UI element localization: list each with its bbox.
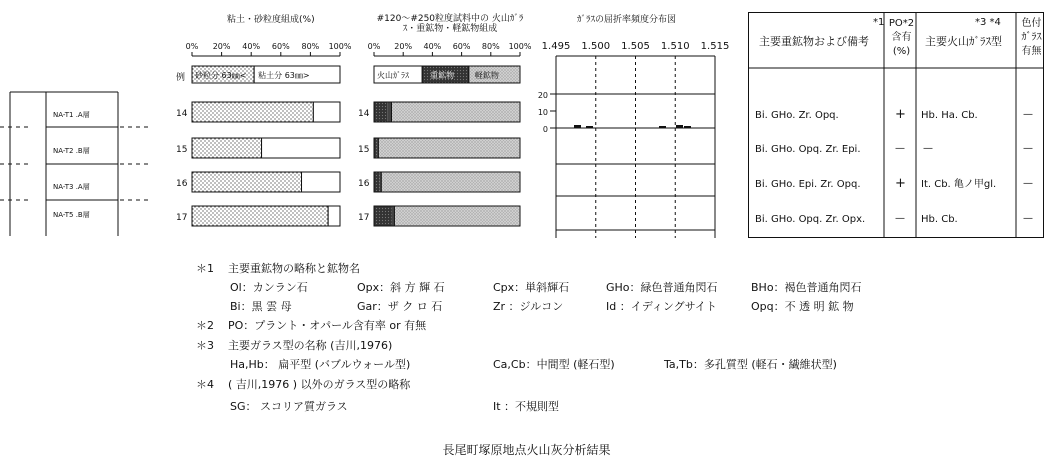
chart1-bar-sand [192,172,302,192]
chart3-hist-bar [676,125,683,128]
chart3-tick-label: 1.505 [621,41,650,52]
chart3-tick-label: 1.500 [581,41,611,52]
chart1-row-label: 15 [176,145,188,155]
table-row-3-minerals: Bi. GHo. Epi. Zr. Opq. [755,179,861,190]
table-header-color: 色付 ｶﾞﾗｽ 有無 [1021,18,1042,57]
note3-text: 主要ガラス型の名称 (吉川,1976) [228,339,393,352]
chart3-tick-label: 1.515 [700,41,730,52]
note1-mark: ＊1 [196,262,214,275]
table-note-34: *3 *4 [975,17,1001,28]
note4-r1-1: It ：不規則型 [493,400,560,413]
table-row-4-minerals: Bi. GHo. Opq. Zr. Opx. [755,214,866,225]
note1-r1-0: Ol：カンラン石 [230,281,308,294]
table-header-glass: 主要火山ｶﾞﾗｽ型 [925,35,1002,48]
table-row-2-glass: — [923,143,933,154]
table-note-1: *1 [873,17,885,28]
table-row-3-po: + [895,176,906,191]
chart3-ytick-label: 20 [537,91,548,100]
note4-r1-0: SG： スコリア質ガラス [230,400,348,413]
chart2-tick-label: 20% [394,42,413,51]
chart1-tick-label: 0% [185,42,199,51]
note1-r2-3: Id ：イディングサイト [606,300,717,313]
table-row-4-po: — [895,213,905,224]
chart1-bar-clay [328,206,340,226]
note3-mark: ＊3 [196,339,214,352]
chart1-legend-clay-label: 粘土分 63㎜> [258,71,310,80]
note3-r1-1: Ca,Cb：中間型 (軽石型) [493,358,615,371]
note1-r2-0: Bi：黒 雲 母 [230,300,292,313]
table-row-1-minerals: Bi. GHo. Zr. Opq. [755,110,839,121]
figure-caption: 長尾町塚原地点火山灰分析結果 [442,443,611,457]
chart1-title: 粘土・砂粒度組成(%) [227,15,315,25]
chart1-row-label: 16 [176,179,188,189]
chart2-row-label: 17 [358,213,370,223]
chart2-tick-label: 80% [481,42,500,51]
table-row-2-minerals: Bi. GHo. Opq. Zr. Epi. [755,144,861,155]
chart1-tick-label: 100% [328,42,352,51]
note2-text: PO：プラント・オパール含有率 or 有無 [228,319,427,332]
table-row-1-po: + [895,107,906,122]
note1-r1-1: Opx：斜 方 輝 石 [357,281,445,294]
chart1-row-label: 14 [176,109,188,119]
chart1-bar-sand [192,206,328,226]
chart2-bar-glass [374,102,387,122]
table-row-3-color: — [1023,178,1033,189]
chart2-row-label: 14 [358,109,370,119]
chart1-bar-sand [192,102,313,122]
chart2-tick-label: 0% [367,42,381,51]
chart2-bar-glass [374,206,392,226]
chart2-legend-glass-label: 火山ｶﾞﾗｽ [377,71,409,80]
table-row-2-color: — [1023,143,1033,154]
chart2-bar-light [392,102,520,122]
chart1-row-label: 17 [176,213,188,223]
table-row-2-po: — [895,143,905,154]
chart2-bar-light [381,172,520,192]
chart3-title: ｶﾞﾗｽの屈折率頻度分布図 [577,15,677,25]
chart3-tick-label: 1.495 [541,41,571,52]
note4-mark: ＊4 [196,378,214,391]
note1-r1-4: BHo：褐色普通角閃石 [751,281,862,294]
chart1-example-label: 例 [176,73,186,83]
sample-label-2: NA-T2 .B層 [53,147,90,155]
note1-r1-2: Cpx：単斜輝石 [493,281,570,294]
table-row-4-glass: Hb. Cb. [921,214,958,225]
chart3-hist-bar [684,126,691,128]
note1-title: 主要重鉱物の略称と鉱物名 [228,262,360,275]
sample-label-3: NA-T3 .A層 [53,183,90,191]
chart3-tick-label: 1.510 [660,41,690,52]
chart2-tick-label: 40% [423,42,442,51]
chart2-title: #120〜#250粒度試料中の 火山ｶﾞﾗｽ・重鉱物・軽鉱物組成 [376,14,524,34]
chart2-legend-heavy-label: 重鉱物 [430,71,455,80]
chart2-bar-light [394,206,520,226]
note1-r2-4: Opq：不 透 明 鉱 物 [751,300,854,313]
chart3-hist-bar [586,126,593,128]
table-row-3-glass: It. Cb. 亀ノ甲gl. [921,179,997,190]
chart1-tick-label: 20% [212,42,231,51]
table-row-4-color: — [1023,213,1033,224]
note1-r2-1: Gar：ザ ク ロ 石 [357,300,443,313]
chart3-ytick-label: 0 [542,125,548,134]
note2-mark: ＊2 [196,319,214,332]
note3-r1-0: Ha,Hb： 扁平型 (バブルウォール型) [230,358,411,371]
table-row-1-glass: Hb. Ha. Cb. [921,110,978,121]
chart2-tick-label: 100% [508,42,532,51]
chart2-row-label: 15 [358,145,370,155]
sample-label-4: NA-T5 .B層 [53,211,90,219]
mineral-table [748,12,1044,238]
chart2-tick-label: 60% [452,42,471,51]
chart2-bar-glass [374,172,380,192]
chart1-tick-label: 40% [242,42,261,51]
chart3-hist-bar [659,126,666,128]
notes-legend [196,262,916,420]
chart1-bar-clay [313,102,340,122]
chart1-bar-clay [302,172,340,192]
chart2-legend-light-label: 軽鉱物 [474,71,499,80]
note1-r1-3: GHo：緑色普通角閃石 [606,281,718,294]
chart1-bar-sand [192,138,262,158]
note1-r2-2: Zr ：ジルコン [493,300,564,313]
chart1-tick-label: 80% [301,42,320,51]
table-header-po: PO*2 含有 (%) [888,18,915,57]
table-row-1-color: — [1023,109,1033,120]
chart2-bar-light [378,138,520,158]
table-header-minerals: 主要重鉱物および備考 [759,35,869,48]
sample-label-1: NA-T1 .A層 [53,111,90,119]
note3-r1-2: Ta,Tb：多孔質型 (軽石・繊維状型) [664,358,837,371]
chart1-legend-sand-label: 砂粒分 63㎜< [195,71,247,80]
chart1-tick-label: 60% [271,42,290,51]
chart1-bar-clay [262,138,340,158]
chart2-bar-heavy [387,102,391,122]
chart2-row-label: 16 [358,179,370,189]
chart3-ytick-label: 10 [537,108,548,117]
note4-text: ( 吉川,1976 ) 以外のガラス型の略称 [228,378,411,391]
chart3-hist-bar [574,125,581,128]
